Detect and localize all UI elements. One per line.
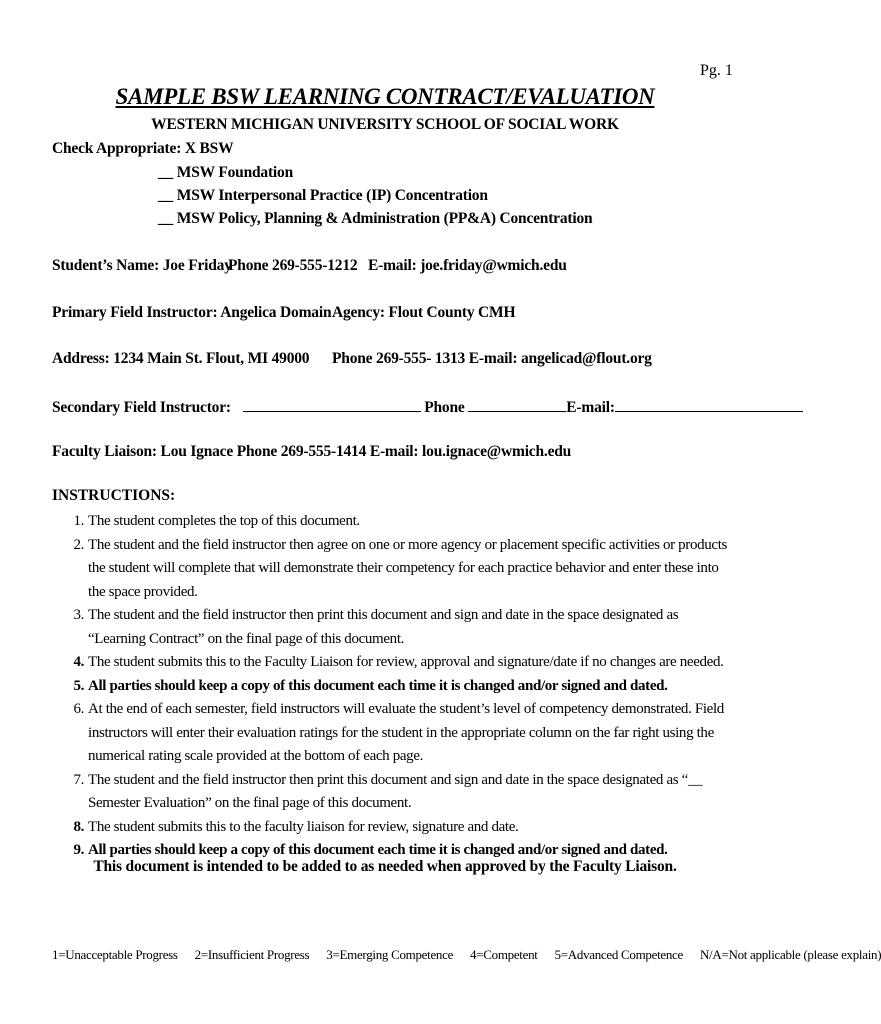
check-mark-msw-foundation[interactable]: __ xyxy=(158,164,174,181)
primary-phone-email[interactable]: Phone 269-555- 1313 E-mail: angelicad@flout.org xyxy=(332,350,652,367)
check-mark-msw-ip[interactable]: __ xyxy=(158,187,174,204)
secondary-instructor-row xyxy=(52,397,803,417)
instruction-item: 6. At the end of each semester, field instructors will evaluate the student’s level of competency demonstrated. Field instructors will enter their evaluation ratings for the student in the appropriate column on the far right using the numerical rating scale provided at the bottom of each page. xyxy=(73,701,724,764)
instruction-item: 5. All parties should keep a copy of this document each time it is changed and/or signed and dated. xyxy=(73,677,668,694)
primary-address[interactable]: Address: 1234 Main St. Flout, MI 49000 xyxy=(52,350,310,367)
instruction-item: 2. The student and the field instructor then agree on one or more agency or placement specific activities or products the student will complete that will demonstrate their competency for each practice behavior and enter these into the space provided. xyxy=(73,536,728,600)
primary-instructor[interactable]: Primary Field Instructor: Angelica Domain xyxy=(52,304,332,321)
scale-item: 3=Emerging Competence xyxy=(326,947,454,962)
secondary-instructor-label: Secondary Field Instructor: xyxy=(52,399,231,416)
faculty-liaison: Faculty Liaison: Lou Ignace Phone 269-555-1414 E-mail: lou.ignace@wmich.edu xyxy=(52,443,572,460)
document-subtitle: WESTERN MICHIGAN UNIVERSITY SCHOOL OF SOCIAL WORK xyxy=(151,116,619,133)
instruction-item: 8. The student submits this to the faculty liaison for review, signature and date. xyxy=(73,818,519,835)
instruction-item: 1. The student completes the top of this document. xyxy=(73,513,360,529)
scale-item: 4=Competent xyxy=(470,947,538,962)
instruction-item: 9. All parties should keep a copy of this document each time it is changed and/or signed and dated. xyxy=(73,842,668,858)
secondary-email-field[interactable] xyxy=(615,397,803,412)
check-row-msw-ip xyxy=(158,187,488,205)
approval-note: This document is intended to be added to as needed when approved by the Faculty Liaison. xyxy=(93,858,677,875)
check-mark-msw-ppa[interactable]: __ xyxy=(158,210,174,227)
scale-item: N/A=Not applicable (please explain) xyxy=(699,947,881,962)
scale-item: 5=Advanced Competence xyxy=(554,947,684,962)
secondary-phone-label: Phone xyxy=(424,399,465,416)
scale-item: 2=Insufficient Progress xyxy=(194,947,310,962)
instruction-item: 4. The student submits this to the Faculty Liaison for review, approval and signature/date if no changes are needed. xyxy=(73,654,724,670)
secondary-email-label: E-mail: xyxy=(566,399,615,416)
check-option-msw-foundation: MSW Foundation xyxy=(176,164,294,181)
check-option-bsw: BSW xyxy=(199,140,234,157)
instruction-item: 3. The student and the field instructor then print this document and sign and date in the space designated as “Learning Contract” on the final page of this document. xyxy=(73,607,679,647)
check-option-msw-ip: MSW Interpersonal Practice (IP) Concentration xyxy=(176,187,488,204)
instructions-heading: INSTRUCTIONS: xyxy=(52,487,176,504)
check-appropriate xyxy=(52,140,233,158)
document-title: SAMPLE BSW LEARNING CONTRACT/EVALUATION xyxy=(115,84,655,109)
student-phone[interactable]: Phone 269-555-1212 xyxy=(228,257,358,274)
check-row-msw-ppa xyxy=(158,210,592,228)
secondary-phone-field[interactable] xyxy=(468,397,566,412)
instruction-item: 7. The student and the field instructor then print this document and sign and date in the space designated as “__ Semester Evaluation” on the final page of this document. xyxy=(73,771,703,811)
scale-item: 1=Unacceptable Progress xyxy=(52,947,178,962)
check-label: Check Appropriate: xyxy=(52,140,182,157)
agency[interactable]: Agency: Flout County CMH xyxy=(332,304,516,321)
check-option-msw-ppa: MSW Policy, Planning & Administration (PP&A) Concentration xyxy=(176,210,593,227)
check-mark-bsw[interactable]: X xyxy=(184,140,196,157)
page-number: Pg. 1 xyxy=(700,62,733,79)
rating-scale xyxy=(52,947,881,963)
check-row-msw-foundation xyxy=(158,164,293,182)
student-name[interactable]: Student’s Name: Joe Friday xyxy=(52,257,232,274)
instructions-list xyxy=(52,510,732,863)
secondary-instructor-field[interactable] xyxy=(243,397,421,412)
student-email[interactable]: E-mail: joe.friday@wmich.edu xyxy=(368,257,567,274)
